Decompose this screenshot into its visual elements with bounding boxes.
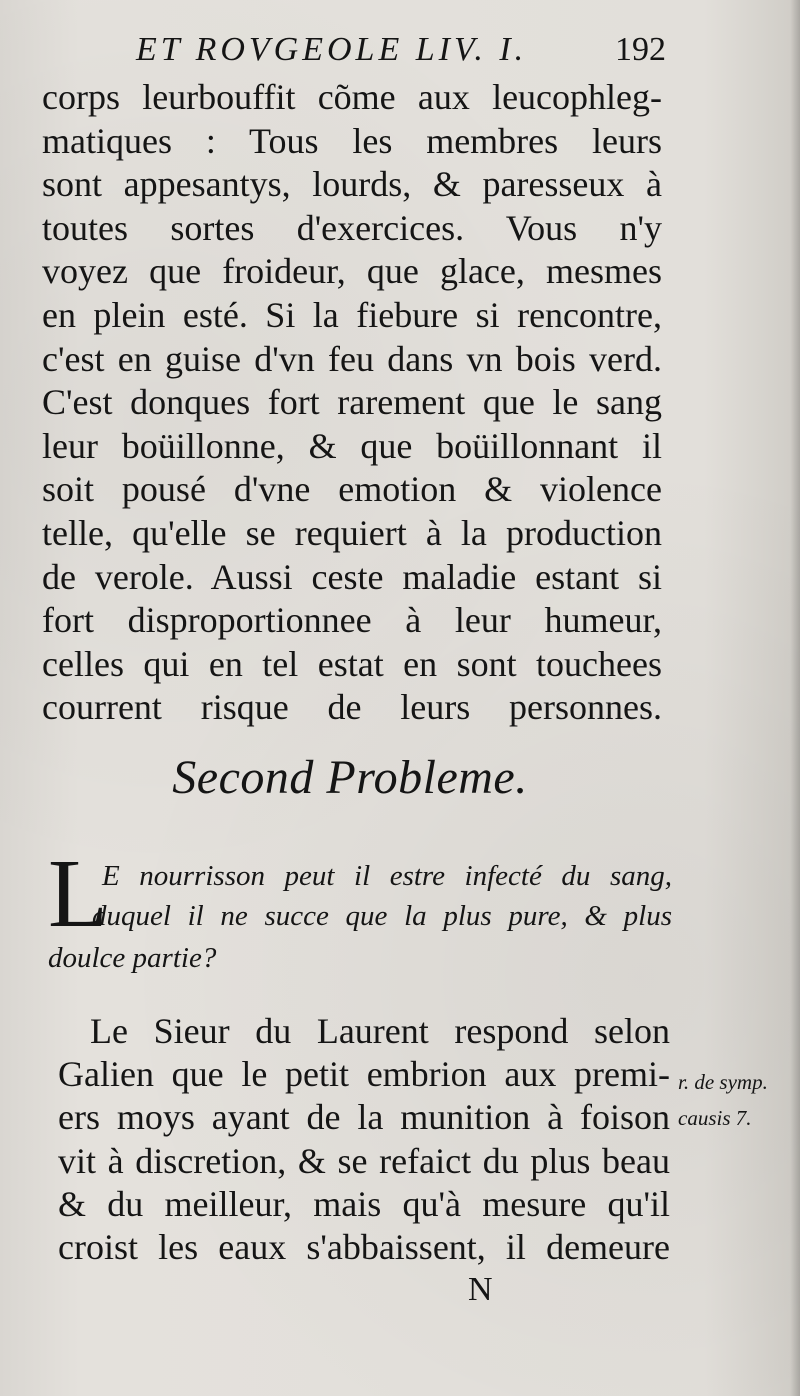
- text-line: toutes sortes d'exercices. Vous n'y: [42, 207, 662, 248]
- margin-note-line: causis 7.: [678, 1106, 752, 1130]
- text-line: croist les eaux s'abbaissent, il demeure: [58, 1227, 670, 1268]
- text-line: soit pousé d'vne emotion & violence: [42, 469, 662, 510]
- catchword: N: [468, 1271, 493, 1308]
- text-line: C'est donques fort rarement que le sang: [42, 382, 662, 423]
- text-line: courrent risque de leurs personnes.: [42, 687, 662, 728]
- page-number: 192: [615, 31, 666, 68]
- drop-cap: L: [48, 840, 108, 948]
- text-line: c'est en guise d'vn feu dans vn bois verd.: [42, 338, 662, 379]
- text-line: telle, qu'elle se requiert à la production: [42, 512, 662, 553]
- text-line: de verole. Aussi ceste maladie estant si: [42, 556, 662, 597]
- question-line: duquel il ne succe que la plus pure, & plus: [92, 900, 672, 932]
- margin-note: [678, 1064, 796, 1136]
- question-line: E nourrisson peut il estre infecté du sang,: [102, 860, 672, 892]
- running-head-title: ET ROVGEOLE LIV. I.: [136, 31, 528, 68]
- text-line: Galien que le petit embrion aux premi-: [58, 1054, 670, 1095]
- margin-note-line: r. de symp.: [678, 1070, 768, 1094]
- text-line: ers moys ayant de la munition à foison: [58, 1097, 670, 1138]
- text-line: fort disproportionnee à leur humeur,: [42, 600, 662, 641]
- text-line: vit à discretion, & se refaict du plus beau: [58, 1140, 670, 1181]
- text-line: leur boüillonne, & que boüillonnant il: [42, 425, 662, 466]
- text-line: sont appesantys, lourds, & paresseux à: [42, 164, 662, 205]
- question-line: doulce partie?: [48, 942, 217, 974]
- running-head: [136, 28, 666, 72]
- text-line: en plein esté. Si la fiebure si rencontre,: [42, 294, 662, 335]
- text-line: celles qui en tel estat en sont touchees: [42, 643, 662, 684]
- section-heading: Second Probleme.: [172, 751, 528, 804]
- text-line: corps leurbouffit cõme aux leucophleg-: [42, 77, 662, 117]
- text-line: & du meilleur, mais qu'à mesure qu'il: [58, 1183, 670, 1224]
- text-line: matiques : Tous les membres leurs: [42, 120, 662, 161]
- body-paragraph: [42, 76, 662, 730]
- page-edge-shadow: [790, 0, 800, 1396]
- answer-paragraph: [58, 1010, 670, 1269]
- text-line: Le Sieur du Laurent respond selon: [90, 1011, 670, 1051]
- text-line: voyez que froideur, que glace, mesmes: [42, 251, 662, 292]
